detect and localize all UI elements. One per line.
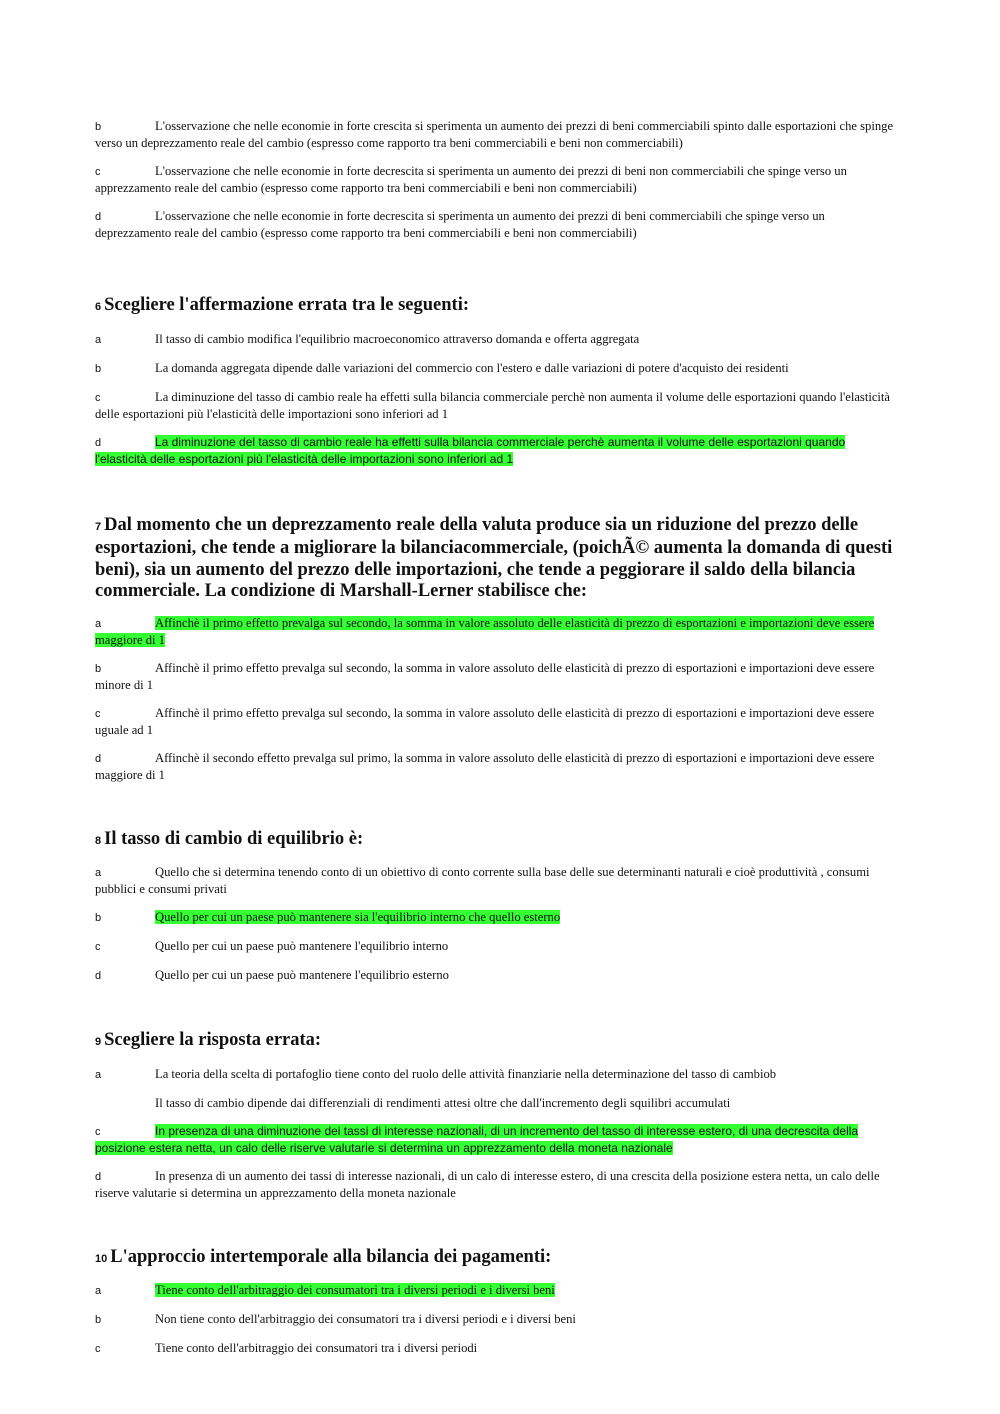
question-6 bbox=[95, 295, 900, 467]
option-letter: b bbox=[95, 1314, 102, 1326]
highlighted-answer-text: Tiene conto dell'arbitraggio dei consumatori tra i diversi periodi e i diversi beni bbox=[155, 1283, 555, 1297]
option-text: La domanda aggregata dipende dalle variazioni del commercio con l'estero e dalle variazioni di potere d'acquisto dei residenti bbox=[155, 360, 789, 375]
question-number: 8 bbox=[95, 834, 102, 847]
question-text: Il tasso di cambio di equilibrio è: bbox=[104, 828, 364, 849]
option-letter: c bbox=[95, 1125, 101, 1138]
option-c-correct bbox=[95, 1123, 900, 1156]
option-text: Quello per cui un paese può mantenere l'equilibrio esterno bbox=[155, 968, 449, 982]
option-letter: c bbox=[95, 1343, 101, 1355]
question-9 bbox=[95, 1030, 900, 1201]
question-number: 9 bbox=[95, 1036, 102, 1048]
option-letter: c bbox=[95, 166, 101, 178]
question-heading bbox=[95, 295, 900, 319]
option-text: La diminuzione del tasso di cambio reale ha effetti sulla bilancia commerciale perchè non aumenta il volume delle esportazioni quando l'elasticità delle esportazioni più l'elasticità delle importazioni sono inferiori ad 1 bbox=[95, 389, 891, 421]
option-c bbox=[95, 389, 900, 422]
option-letter: c bbox=[95, 391, 101, 404]
option-d-correct bbox=[95, 434, 900, 467]
option-b bbox=[95, 1311, 900, 1328]
option-letter: d bbox=[95, 1170, 102, 1183]
option-b bbox=[95, 118, 900, 151]
highlighted-answer-text: In presenza di una diminuzione dei tassi di interesse nazionali, di un incremento del tasso di interesse estero, di una decrescita della posizione estera netta, un calo delle riserve valutarie si determina un apprezzamento della moneta nazionale bbox=[95, 1123, 859, 1155]
option-c bbox=[95, 1340, 900, 1357]
option-letter: c bbox=[95, 707, 101, 720]
question-heading bbox=[95, 1030, 900, 1054]
option-letter: a bbox=[95, 333, 102, 346]
option-letter: d bbox=[95, 752, 102, 765]
question-heading bbox=[95, 829, 900, 853]
question-text: Dal momento che un deprezzamento reale della valuta produce sia un riduzione del prezzo delle esportazioni, che tende a migliorare la bilanciacommerciale, (poichÃ© aumenta la domanda di questi beni), sia un aumento del prezzo delle importazioni, che tende a peggiorare il saldo della bilancia commerciale. La condizione di Marshall-Lerner stabilisce che: bbox=[95, 514, 893, 601]
option-d bbox=[95, 1168, 900, 1201]
option-d bbox=[95, 750, 900, 783]
question-7 bbox=[95, 515, 900, 783]
option-letter: a bbox=[95, 1285, 102, 1297]
highlighted-answer-text: La diminuzione del tasso di cambio reale ha effetti sulla bilancia commerciale perchè aumenta il volume delle esportazioni quando l'elasticità delle esportazioni più l'elasticità delle importazioni sono inferiori ad 1 bbox=[95, 434, 846, 466]
option-letter: b bbox=[95, 362, 102, 375]
option-text: Il tasso di cambio dipende dai differenziali di rendimenti attesi oltre che dall'incremento degli squilibri accumulati bbox=[155, 1095, 731, 1110]
question-text: Scegliere la risposta errata: bbox=[104, 1030, 322, 1050]
option-text: L'osservazione che nelle economie in forte decrescita si sperimenta un aumento dei prezzi di beni non commerciabili che spinge verso un apprezzamento reale del cambio (espresso come rapporto tra beni commerciabili e beni non commerciabili) bbox=[95, 164, 847, 195]
option-letter: b bbox=[95, 912, 102, 924]
option-text: Il tasso di cambio modifica l'equilibrio macroeconomico attraverso domanda e offerta aggregata bbox=[155, 331, 640, 346]
question-10 bbox=[95, 1247, 900, 1358]
option-letter: d bbox=[95, 211, 102, 223]
option-b bbox=[95, 660, 900, 693]
option-text: La teoria della scelta di portafoglio tiene conto del ruolo delle attività finanziarie nella determinazione del tasso di cambiob bbox=[155, 1066, 777, 1081]
option-text: Non tiene conto dell'arbitraggio dei consumatori tra i diversi periodi e i diversi beni bbox=[155, 1312, 576, 1326]
option-a-correct bbox=[95, 1282, 900, 1299]
option-a-correct bbox=[95, 615, 900, 648]
option-text: Affinchè il primo effetto prevalga sul secondo, la somma in valore assoluto delle elasticità di prezzo di esportazioni e importazioni deve essere minore di 1 bbox=[95, 660, 875, 692]
option-letter: a bbox=[95, 867, 102, 879]
highlighted-answer-text: Quello per cui un paese può mantenere sia l'equilibrio interno che quello esterno bbox=[155, 910, 561, 924]
option-letter: b bbox=[95, 662, 102, 675]
highlighted-answer-text: Affinchè il primo effetto prevalga sul secondo, la somma in valore assoluto delle elasticità di prezzo di esportazioni e importazioni deve essere maggiore di 1 bbox=[95, 615, 875, 647]
option-text: Quello per cui un paese può mantenere l'equilibrio interno bbox=[155, 939, 449, 953]
option-letter: a bbox=[95, 1068, 102, 1081]
option-b-correct bbox=[95, 909, 900, 926]
question-number: 6 bbox=[95, 301, 102, 313]
option-letter: a bbox=[95, 617, 102, 630]
option-d bbox=[95, 208, 900, 241]
option-text: L'osservazione che nelle economie in forte crescita si sperimenta un aumento dei prezzi di beni commerciabili spinto dalle esportazioni che spinge verso un deprezzamento reale del cambio (espresso come rapporto tra beni commerciabili e beni non commerciabili) bbox=[95, 119, 894, 150]
option-d bbox=[95, 967, 900, 984]
option-b bbox=[95, 360, 900, 377]
option-text: Affinchè il secondo effetto prevalga sul primo, la somma in valore assoluto delle elasticità di prezzo di esportazioni e importazioni deve essere maggiore di 1 bbox=[95, 750, 875, 782]
option-a bbox=[95, 864, 900, 897]
option-c bbox=[95, 163, 900, 196]
option-letter: d bbox=[95, 970, 102, 982]
option-letter: b bbox=[95, 121, 102, 133]
option-text: Affinchè il primo effetto prevalga sul secondo, la somma in valore assoluto delle elasticità di prezzo di esportazioni e importazioni deve essere uguale ad 1 bbox=[95, 705, 875, 737]
question-8 bbox=[95, 829, 900, 985]
option-letter: c bbox=[95, 941, 101, 953]
option-text: Quello che si determina tenendo conto di un obiettivo di conto corrente sulla base delle sue determinanti naturali e cioè produttività , consumi pubblici e consumi privati bbox=[95, 865, 870, 896]
question-heading bbox=[95, 515, 900, 603]
option-text: In presenza di un aumento dei tassi di interesse nazionali, di un calo di interesse estero, di una crescita della posizione estera netta, un calo delle riserve valutarie si determina un apprezzamento della moneta nazionale bbox=[95, 1168, 880, 1200]
option-a bbox=[95, 1066, 900, 1083]
question-text: Scegliere l'affermazione errata tra le seguenti: bbox=[104, 295, 470, 315]
question-heading bbox=[95, 1247, 900, 1271]
option-a bbox=[95, 331, 900, 348]
question-text: L'approccio intertemporale alla bilancia dei pagamenti: bbox=[110, 1246, 552, 1267]
question-number: 10 bbox=[95, 1252, 108, 1265]
option-text: L'osservazione che nelle economie in forte decrescita si sperimenta un aumento dei prezzi di beni commerciabili che spinge verso un deprezzamento reale del cambio (espresso come rapporto tra beni commerciabili e beni non commerciabili) bbox=[95, 209, 825, 240]
question-number: 7 bbox=[95, 520, 102, 533]
option-unlettered bbox=[95, 1095, 900, 1111]
option-letter: d bbox=[95, 436, 102, 449]
option-c bbox=[95, 938, 900, 955]
option-text: Tiene conto dell'arbitraggio dei consumatori tra i diversi periodi bbox=[155, 1341, 478, 1355]
option-c bbox=[95, 705, 900, 738]
prev-question-options bbox=[95, 118, 900, 241]
